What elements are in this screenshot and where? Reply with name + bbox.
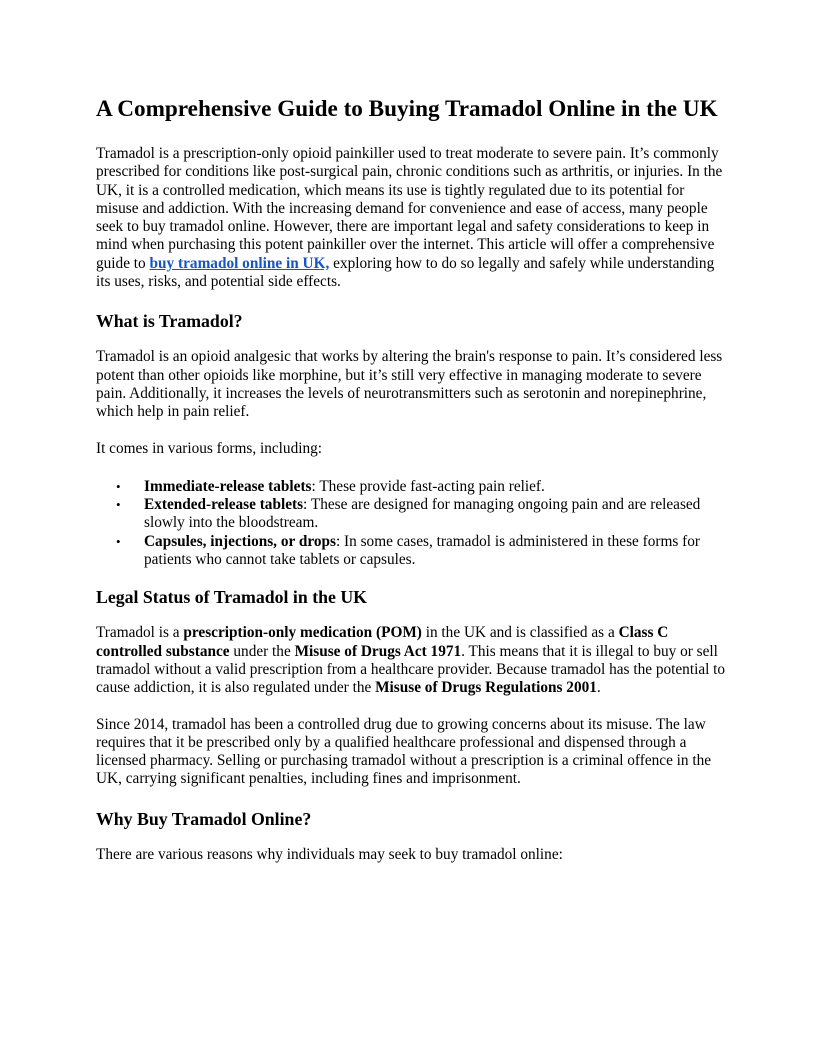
legal-bold: prescription-only medication (POM) bbox=[183, 624, 422, 642]
intro-text-after: exploring how to do so legally and safely while understanding its uses, risks, and potential side effects. bbox=[96, 254, 715, 291]
list-item-text: : In some cases, tramadol is administered in these forms for patients who cannot take tablets or capsules. bbox=[144, 532, 701, 569]
bullet-icon: • bbox=[116, 478, 121, 494]
list-item bbox=[96, 533, 726, 570]
list-item-bold: Capsules, injections, or drops bbox=[144, 532, 336, 550]
why-buy-paragraph: There are various reasons why individuals may seek to buy tramadol online: bbox=[96, 845, 563, 863]
legal-bold: Misuse of Drugs Regulations 2001 bbox=[375, 679, 597, 697]
list-item-bold: Extended-release tablets bbox=[144, 496, 304, 514]
legal-text: . This means that it is illegal to buy or sell tramadol without a valid prescription from a healthcare provider. Because tramadol has the potential to cause addiction, it is also regulated under the bbox=[96, 642, 726, 697]
list-item bbox=[96, 478, 726, 496]
legal-status-paragraph bbox=[96, 624, 726, 697]
section-heading-legal-status: Legal Status of Tramadol in the UK bbox=[96, 587, 368, 608]
controlled-drug-paragraph: Since 2014, tramadol has been a controlled drug due to growing concerns about its misuse. The law requires that it be prescribed only by a qualified healthcare professional and dispensed through a licensed pharmacy. Selling or purchasing tramadol without a prescription is a criminal offence in the UK, carrying significant penalties, including fines and imprisonment. bbox=[96, 715, 712, 788]
intro-paragraph bbox=[96, 145, 726, 291]
document-page bbox=[96, 96, 726, 882]
list-item-text: : These provide fast-acting pain relief. bbox=[311, 477, 545, 495]
legal-bold: Class C controlled substance bbox=[96, 624, 669, 660]
what-is-paragraph: Tramadol is an opioid analgesic that works by altering the brain's response to pain. It’s considered less potent than other opioids like morphine, but it’s still very effective in managing moderate to severe pain. Additionally, it increases the levels of neurotransmitters such as serotonin and norepinephrine, which help in pain relief. bbox=[96, 348, 723, 421]
section-heading-what-is-tramadol: What is Tramadol? bbox=[96, 311, 243, 332]
list-item-bold: Immediate-release tablets bbox=[144, 477, 312, 495]
forms-intro-paragraph: It comes in various forms, including: bbox=[96, 439, 323, 457]
buy-tramadol-link[interactable]: buy tramadol online in UK, bbox=[149, 254, 330, 272]
legal-text: in the UK and is classified as a bbox=[421, 624, 619, 642]
section-heading-why-buy-online: Why Buy Tramadol Online? bbox=[96, 808, 312, 829]
forms-list bbox=[96, 478, 726, 569]
bullet-icon: • bbox=[116, 497, 121, 513]
list-item-text: : These are designed for managing ongoing pain and are released slowly into the bloodstream. bbox=[144, 496, 701, 532]
list-item bbox=[96, 496, 726, 533]
intro-text-before: Tramadol is a prescription-only opioid painkiller used to treat moderate to severe pain. It’s commonly prescribed for conditions like post-surgical pain, chronic conditions such as arthritis, or injuries. In the UK, it is a controlled medication, which means its use is tightly regulated due to its potential for misuse and addiction. With the increasing demand for convenience and ease of access, many people seek to buy tramadol online. However, there are important legal and safety considerations to keep in mind when purchasing this potent painkiller over the internet. This article will offer a comprehensive guide to bbox=[96, 145, 723, 272]
bullet-icon: • bbox=[116, 533, 121, 549]
legal-text: . bbox=[596, 679, 601, 697]
legal-text: under the bbox=[229, 642, 295, 660]
legal-text: Tramadol is a bbox=[96, 624, 184, 642]
page-title: A Comprehensive Guide to Buying Tramadol Online in the UK bbox=[96, 96, 718, 122]
legal-bold: Misuse of Drugs Act 1971 bbox=[294, 642, 462, 660]
